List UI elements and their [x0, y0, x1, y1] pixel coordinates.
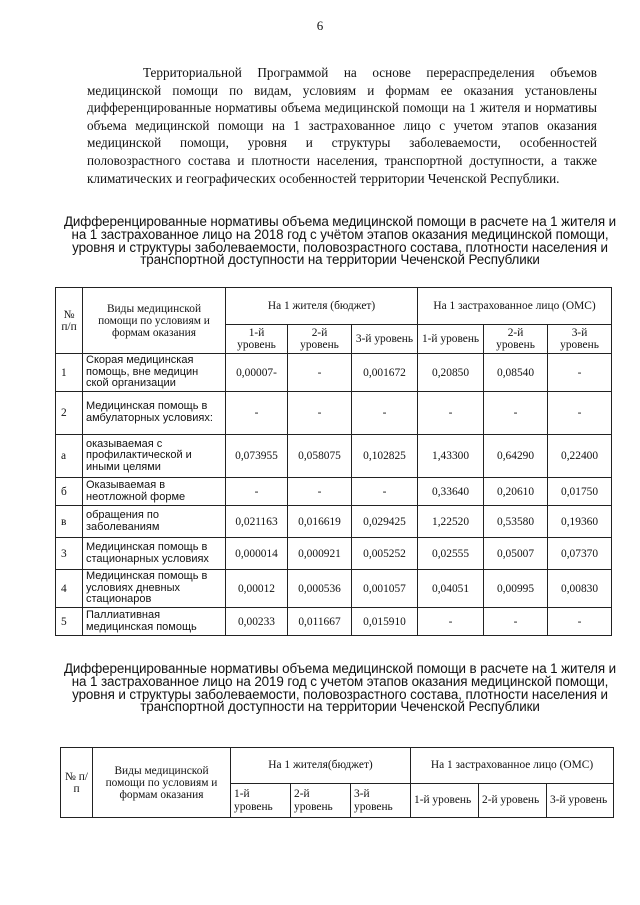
header-level: 2-й уровень — [288, 325, 352, 354]
cell-value: 0,073955 — [226, 435, 288, 478]
table-2019-title: Дифференцированные нормативы объема медицинской помощи в расчете на 1 жителя и на 1 застрахованное лицо на 2019 год с учетом этапов оказания медицинской помощи, уровня и структуры заболеваемости, половозрастного состава, плотности населения и транспортной доступности на территории Чеченской Республики — [63, 661, 617, 715]
cell-value: 0,000014 — [226, 538, 288, 570]
header-level: 2-й уровень — [291, 784, 351, 818]
header-num: № п/п — [56, 288, 83, 354]
table-row — [56, 354, 612, 392]
cell-value: 0,22400 — [548, 435, 612, 478]
cell-value: 0,102825 — [352, 435, 418, 478]
table-2018 — [55, 287, 612, 636]
row-care-type: обращения по заболеваниям — [83, 506, 226, 538]
table-2018-title: Дифференцированные нормативы объема медицинской помощи в расчете на 1 жителя и на 1 застрахованное лицо на 2018 год с учётом этапов оказания медицинской помощи, уровня и структуры заболеваемости, половозрастного состава, плотности населения и транспортной доступности на территории Чеченской Республики — [63, 214, 617, 268]
cell-value: 0,029425 — [352, 506, 418, 538]
cell-value: 0,005252 — [352, 538, 418, 570]
header-group-budget: На 1 жителя(бюджет) — [231, 748, 411, 784]
cell-value: - — [226, 478, 288, 506]
cell-value: - — [288, 392, 352, 435]
cell-value: 0,64290 — [484, 435, 548, 478]
header-group-budget: На 1 жителя (бюджет) — [226, 288, 418, 325]
cell-value: - — [288, 354, 352, 392]
cell-value: - — [484, 392, 548, 435]
row-care-type: оказываемая с профилактической и иными целями — [83, 435, 226, 478]
cell-value: 0,07370 — [548, 538, 612, 570]
header-level: 2-й уровень — [484, 325, 548, 354]
header-level: 1-й уровень — [226, 325, 288, 354]
cell-value: - — [484, 608, 548, 636]
row-care-type: Медицинская помощь в стационарных условиях — [83, 538, 226, 570]
table-row — [56, 506, 612, 538]
cell-value: 0,33640 — [418, 478, 484, 506]
page-number: 6 — [316, 18, 324, 33]
header-level: 3-й уровень — [351, 784, 411, 818]
row-num: 4 — [56, 570, 83, 608]
cell-value: 0,08540 — [484, 354, 548, 392]
header-care-type: Виды медицинской помощи по условиям и формам оказания — [83, 288, 226, 354]
row-care-type: Скорая медицинская помощь, вне медицин ской организации — [83, 354, 226, 392]
cell-value: 0,001057 — [352, 570, 418, 608]
cell-value: 0,01750 — [548, 478, 612, 506]
cell-value: 0,04051 — [418, 570, 484, 608]
cell-value: 0,53580 — [484, 506, 548, 538]
header-group-oms: На 1 застрахованное лицо (ОМС) — [418, 288, 612, 325]
cell-value: 0,021163 — [226, 506, 288, 538]
cell-value: - — [288, 478, 352, 506]
table-row — [56, 570, 612, 608]
row-num: в — [56, 506, 83, 538]
header-level: 1-й уровень — [411, 784, 479, 818]
header-level: 3-й уровень — [548, 325, 612, 354]
table-row — [56, 608, 612, 636]
row-num: 3 — [56, 538, 83, 570]
cell-value: 0,00233 — [226, 608, 288, 636]
header-care-type: Виды медицинской помощи по условиям и формам оказания — [93, 748, 231, 818]
table-row — [56, 392, 612, 435]
cell-value: - — [226, 392, 288, 435]
cell-value: 0,00007- — [226, 354, 288, 392]
cell-value: - — [418, 608, 484, 636]
cell-value: 0,058075 — [288, 435, 352, 478]
intro-paragraph: Территориальной Программой на основе перераспределения объемов медицинской помощи по видам, условиям и формам ее оказания установлены дифференцированные нормативы объема медицинской помощи на 1 жителя и нормативы объема медицинской помощи на 1 застрахованное лицо с учетом этапов оказания медицинской помощи, уровня и структуры заболеваемости, особенностей половозрастного состава и плотности населения, транспортной доступности, а также климатических и географических особенностей территории Чеченской Республики. — [87, 65, 597, 186]
row-care-type: Медицинская помощь в амбулаторных условиях: — [83, 392, 226, 435]
table-row — [56, 478, 612, 506]
cell-value: 0,016619 — [288, 506, 352, 538]
cell-value: 0,011667 — [288, 608, 352, 636]
cell-value: 1,43300 — [418, 435, 484, 478]
row-num: 2 — [56, 392, 83, 435]
row-care-type: Оказываемая в неотложной форме — [83, 478, 226, 506]
header-level: 2-й уровень — [479, 784, 547, 818]
row-num: б — [56, 478, 83, 506]
row-num: 5 — [56, 608, 83, 636]
cell-value: 0,015910 — [352, 608, 418, 636]
row-num: а — [56, 435, 83, 478]
cell-value: 0,02555 — [418, 538, 484, 570]
cell-value: - — [548, 354, 612, 392]
cell-value: - — [548, 608, 612, 636]
cell-value: 0,001672 — [352, 354, 418, 392]
header-level: 3-й уровень — [547, 784, 614, 818]
cell-value: 0,00012 — [226, 570, 288, 608]
cell-value: - — [548, 392, 612, 435]
cell-value: - — [352, 392, 418, 435]
cell-value: 0,000921 — [288, 538, 352, 570]
table-row — [56, 435, 612, 478]
cell-value: 0,19360 — [548, 506, 612, 538]
header-num: № п/п — [61, 748, 93, 818]
header-level: 1-й уровень — [418, 325, 484, 354]
cell-value: - — [352, 478, 418, 506]
row-care-type: Паллиативная медицинская помощь — [83, 608, 226, 636]
header-level: 3-й уровень — [352, 325, 418, 354]
cell-value: 0,05007 — [484, 538, 548, 570]
row-num: 1 — [56, 354, 83, 392]
cell-value: - — [418, 392, 484, 435]
table-row — [56, 538, 612, 570]
cell-value: 1,22520 — [418, 506, 484, 538]
header-level: 1-й уровень — [231, 784, 291, 818]
header-group-oms: На 1 застрахованное лицо (ОМС) — [411, 748, 614, 784]
cell-value: 0,000536 — [288, 570, 352, 608]
cell-value: 0,00995 — [484, 570, 548, 608]
cell-value: 0,00830 — [548, 570, 612, 608]
row-care-type: Медицинская помощь в условиях дневных стационаров — [83, 570, 226, 608]
cell-value: 0,20850 — [418, 354, 484, 392]
table-2019 — [60, 747, 614, 818]
cell-value: 0,20610 — [484, 478, 548, 506]
